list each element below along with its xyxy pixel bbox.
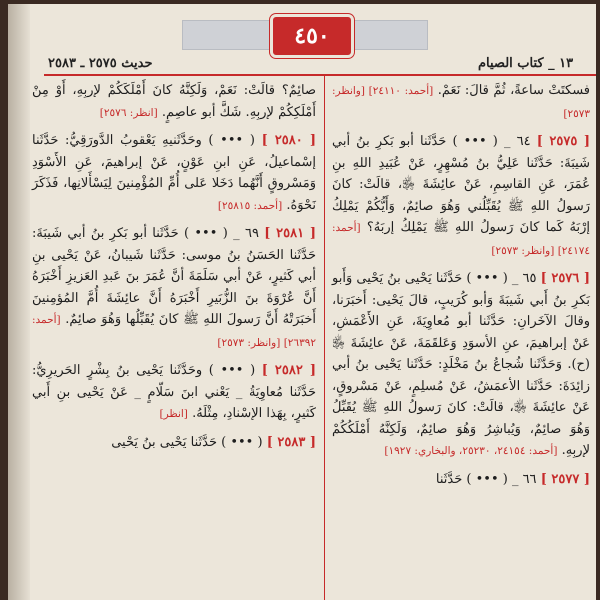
running-header-right: ١٣ _ كتاب الصيام <box>478 56 574 71</box>
hadith-entry <box>332 268 590 463</box>
hadith-text: ٦٤ _ ( ••• ) حَدَّثَنا أبو بَكرِ بنُ أبي شَيبَةَ: حَدَّثَنا عَلِيُّ بنُ مُسْهِرٍ، عَنْ عُبَيدِ اللهِ بنِ عُمَرَ، عَنِ القاسِمِ، عَنْ عائِشَةَ ﵂، قالَتْ: كانَ رَسولُ اللهِ ﷺ يُقَبِّلُني وَهُوَ صائِمٌ، وَأَيُّكُمْ يَمْلِكُ إرْبَهُ كَما كانَ رَسولُ اللهِ ﷺ يَمْلِكُ إربَهُ؟ <box>332 134 590 235</box>
citation-reference: [أحمد: ٢٥٨١٥] <box>217 199 283 212</box>
hadith-entry <box>32 360 316 426</box>
header-rule <box>44 74 596 76</box>
hadith-entry <box>332 131 590 262</box>
hadith-number: [ ٢٥٧٧ ] <box>540 471 590 487</box>
citation-reference: [أحمد: ٢٦٣٩٢] [وانظر: ٢٥٧٣] <box>32 314 316 349</box>
page-gutter <box>8 4 30 600</box>
hadith-entry <box>32 80 316 124</box>
hadith-text: فسكتَتْ ساعةً، ثُمَّ قالَ: نَعَمْ. <box>437 83 591 98</box>
citation-reference: [أحمد: ٢٤١٥٤، ٢٥٢٣٠، والبخاري: ١٩٢٧] <box>384 445 558 457</box>
hadith-text: ( ••• ) وحَدَّثَنا يَحْيى بنُ بِشْرٍ الحَريرِيُّ: حَدَّثَنا مُعاوِيَةُ _ يَعْني ابنَ سَلّامٍ _ عَنْ يَحْيى بنِ أَبي كَثيرٍ، بِهَذا الإسْنادِ، مِثْلَهُ. <box>32 363 316 421</box>
hadith-number: [ ٢٥٧٥ ] <box>536 134 590 149</box>
citation-reference: [انظر] <box>159 408 188 420</box>
page-number: ٤٥٠ <box>270 14 354 58</box>
book-page <box>8 4 596 600</box>
hadith-text: ( ••• ) وحَدَّثَنيهِ يَعْقوبُ الدَّورَقِيُّ: حَدَّثَنا إسْماعيلُ، عَنِ ابنِ عَوْنٍ، عَنْ إبراهيمَ، عَنِ الأَسْوَدِ وَمَسْروقٍ أَنَّهُما دَخَلا عَلى أُمِّ المُؤْمِنينَ لِيَسْأَلانِها، فَذَكَرَ نَحْوَهُ. <box>32 133 316 213</box>
hadith-entry <box>32 223 316 354</box>
hadith-text: ٦٩ _ ( ••• ) حَدَّثَنا أبو بَكرِ بنُ أبي شَيبَةَ: حَدَّثَنا الحَسَنُ بنُ موسى: حَدَّثَنا شَيبانُ، عَنْ يَحْيى بنِ أبي كَثيرٍ، عَنْ أبي سَلَمَةَ أنَّ عُمَرَ بنَ عَبدِ العَزيزِ أَخْبَرَهُ أَنَّ عُرْوَةَ بنَ الزُّبَيرِ أَخْبَرَهُ أَنَّ عائِشَةَ أُمَّ المُؤمِنينَ أَخبَرَتْهُ أَنَّ رَسولَ اللهِ ﷺ كانَ يُقَبِّلُها وَهُوَ صائِمٌ. <box>32 226 316 327</box>
citation-reference: [أحمد: ٢٤١١٠] [وانظر: ٢٥٧٣] <box>332 85 590 120</box>
citation-reference: [انظر: ٢٥٧٦] <box>99 106 158 119</box>
hadith-number: [ ٢٥٨٣ ] <box>266 434 316 450</box>
column-divider <box>324 76 325 600</box>
hadith-number: [ ٢٥٧٦ ] <box>540 271 590 286</box>
hadith-entry <box>332 469 590 491</box>
citation-reference: [أحمد: ٢٤١٧٤] [وانظر: ٢٥٧٣] <box>332 222 590 257</box>
right-text-column <box>332 80 590 496</box>
hadith-text: ( ••• ) حَدَّثَنا يَحْيى بنُ يَحْيى <box>111 434 263 450</box>
running-header-left: حديث ٢٥٧٥ ـ ٢٥٨٣ <box>48 56 153 71</box>
hadith-text: ٦٦ _ ( ••• ) حَدَّثَنا <box>435 471 537 487</box>
left-text-column <box>32 80 316 459</box>
hadith-entry <box>32 432 316 454</box>
hadith-entry <box>32 130 316 217</box>
hadith-number: [ ٢٥٨١ ] <box>264 226 316 241</box>
hadith-text: ٦٥ _ ( ••• ) حَدَّثَنا يَحْيى بنُ يَحْيى وَأَبو بَكرِ بنُ أَبي شَيبَةَ وَأبو كُرَيبٍ، قالَ يَحْيى: أَخبَرَنا، وقالَ الآخَرانِ: حَدَّثَنا أبو مُعاوِيَةَ، عَنِ الأَعْمَشِ، عَنْ إبراهيمَ، عنِ الأسوَدِ وَعَلقَمَةَ، عَنْ عائِشَةَ ﵂ (ح). وَحَدَّثَنا شُجاعُ بنُ مَخْلَدٍ: حَدَّثَنا يَحْيى بنُ أبي زائِدَةَ: حَدَّثَنا الأعمَشُ، عَنْ مُسلِمٍ، عَنْ مَسْروقٍ، عَنْ عائِشَةَ ﵂، قالَتْ: كانَ رَسولُ اللهِ ﷺ يُقَبِّلُ وَهُوَ صائِمٌ، وَيُباشِرُ وَهُوَ صائِمٌ، وَلَكِنَّهُ أَمْلَكُكُمْ لإربِهِ. <box>332 271 590 458</box>
hadith-number: [ ٢٥٨٢ ] <box>261 363 316 378</box>
hadith-text: صائِمٌ؟ قالَتْ: نَعَمْ، وَلَكِنَّهُ كانَ أَمْلَكَكُمْ لإربِهِ، أَوْ مِنْ أَمْلَكِكُمْ لإربِهِ. شَكَّ أبو عاصِمٍ. <box>32 83 316 120</box>
hadith-number: [ ٢٥٨٠ ] <box>261 133 316 148</box>
hadith-entry <box>332 80 590 125</box>
